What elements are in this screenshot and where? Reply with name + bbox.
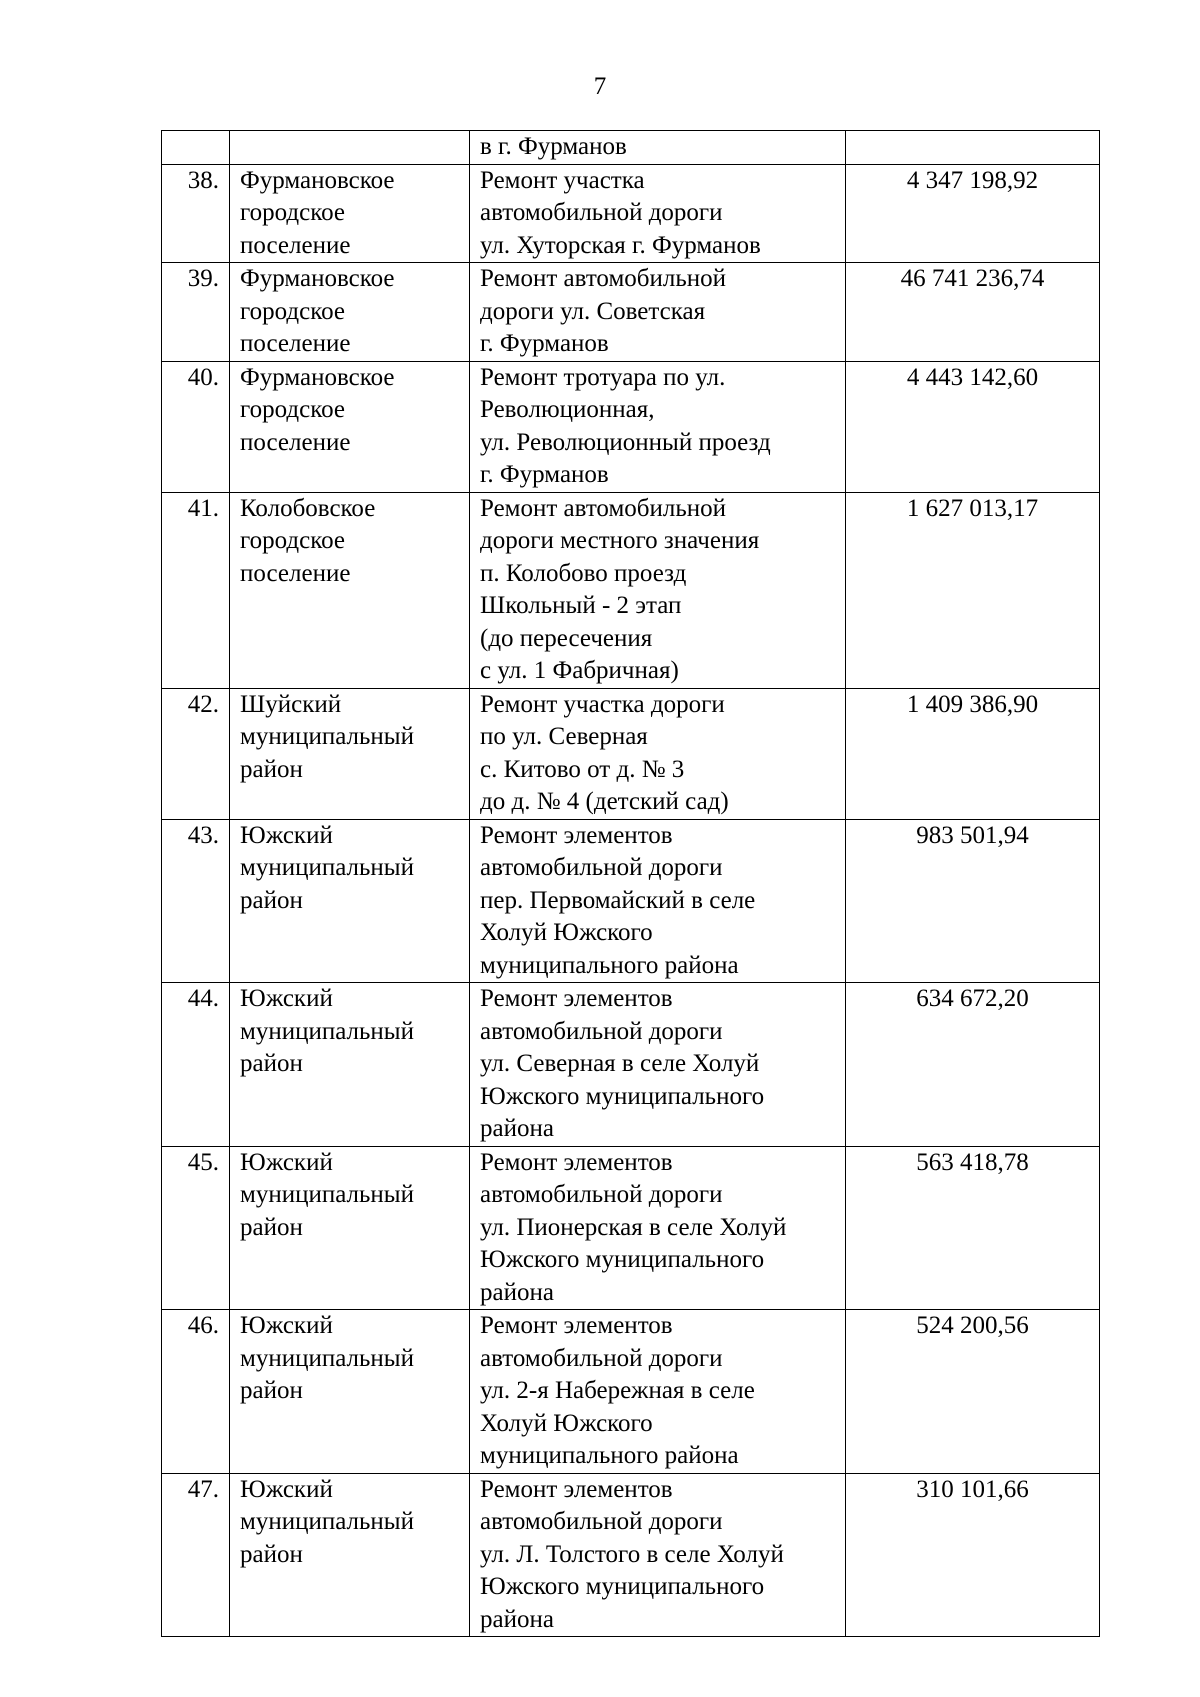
description-line: до д. № 4 (детский сад) xyxy=(480,788,729,815)
description-line: автомобильной дороги xyxy=(480,854,723,881)
table-row xyxy=(162,983,1100,1147)
description-line: ул. 2-я Набережная в селе xyxy=(480,1377,755,1404)
municipality-line: район xyxy=(240,1213,303,1241)
description-cell xyxy=(470,164,846,263)
description-cell xyxy=(470,131,846,165)
description-line: г. Фурманов xyxy=(480,330,609,357)
description-line: муниципального района xyxy=(480,951,739,979)
municipality-line: Южский xyxy=(240,1148,333,1176)
description-line: дороги местного значения xyxy=(480,527,760,554)
description-line: по ул. Северная xyxy=(480,723,648,750)
row-number: 40. xyxy=(162,361,230,492)
description-line: ул. Северная в селе Холуй xyxy=(480,1050,760,1077)
amount-cell: 4 443 142,60 xyxy=(846,361,1100,492)
municipality-line: городское xyxy=(240,199,346,226)
description-line: Холуй Южского xyxy=(480,919,653,946)
table-row xyxy=(162,131,1100,165)
description-line: Холуй Южского xyxy=(480,1409,653,1437)
amount-cell: 1 627 013,17 xyxy=(846,492,1100,688)
description-line: Школьный - 2 этап xyxy=(480,592,682,619)
municipality-line: поселение xyxy=(240,559,351,587)
amount-cell: 1 409 386,90 xyxy=(846,688,1100,819)
row-number xyxy=(162,131,230,165)
municipality-line: Южский xyxy=(240,1312,333,1339)
amount-cell: 634 672,20 xyxy=(846,983,1100,1147)
municipality-line: муниципальный xyxy=(240,854,414,881)
description-cell xyxy=(470,263,846,362)
description-cell xyxy=(470,983,846,1147)
municipality-line: городское xyxy=(240,396,346,423)
amount-cell: 4 347 198,92 xyxy=(846,164,1100,263)
municipality-cell xyxy=(230,131,470,165)
description-line: в г. Фурманов xyxy=(480,133,627,160)
amount-cell: 563 418,78 xyxy=(846,1146,1100,1310)
municipality-cell xyxy=(230,492,470,688)
row-number: 39. xyxy=(162,263,230,362)
description-line: Ремонт элементов xyxy=(480,985,673,1012)
municipality-line: муниципальный xyxy=(240,723,414,750)
description-line: (до пересечения xyxy=(480,624,653,652)
row-number: 47. xyxy=(162,1473,230,1637)
row-number: 45. xyxy=(162,1146,230,1310)
municipality-cell xyxy=(230,688,470,819)
description-line: автомобильной дороги xyxy=(480,1017,723,1045)
row-number: 43. xyxy=(162,819,230,983)
municipality-cell xyxy=(230,819,470,983)
municipality-line: Шуйский xyxy=(240,690,342,718)
municipality-line: городское xyxy=(240,527,346,554)
municipality-cell xyxy=(230,1310,470,1474)
table-row xyxy=(162,1310,1100,1474)
table-row xyxy=(162,1146,1100,1310)
row-number: 42. xyxy=(162,688,230,819)
description-line: Ремонт автомобильной xyxy=(480,265,726,292)
description-line: Ремонт элементов xyxy=(480,821,673,849)
description-line: дороги ул. Советская xyxy=(480,297,706,325)
municipality-cell xyxy=(230,1146,470,1310)
municipality-line: Южский xyxy=(240,821,333,849)
description-line: Ремонт элементов xyxy=(480,1475,673,1503)
municipality-line: муниципальный xyxy=(240,1508,414,1535)
description-cell xyxy=(470,1310,846,1474)
description-cell xyxy=(470,492,846,688)
description-cell xyxy=(470,819,846,983)
works-table xyxy=(161,130,1100,1637)
description-line: автомобильной дороги xyxy=(480,1344,723,1372)
municipality-line: Южский xyxy=(240,985,333,1012)
row-number: 38. xyxy=(162,164,230,263)
description-line: Ремонт участка дороги xyxy=(480,690,725,718)
amount-cell: 310 101,66 xyxy=(846,1473,1100,1637)
amount-cell: 983 501,94 xyxy=(846,819,1100,983)
municipality-line: муниципальный xyxy=(240,1017,414,1045)
municipality-cell xyxy=(230,1473,470,1637)
municipality-line: поселение xyxy=(240,330,351,357)
municipality-line: район xyxy=(240,1377,303,1404)
municipality-line: район xyxy=(240,755,303,783)
description-line: Южского муниципального xyxy=(480,1573,765,1600)
description-line: района xyxy=(480,1605,554,1633)
table-row xyxy=(162,688,1100,819)
description-line: г. Фурманов xyxy=(480,461,609,488)
municipality-line: поселение xyxy=(240,231,351,259)
municipality-line: Фурмановское xyxy=(240,265,395,292)
municipality-cell xyxy=(230,263,470,362)
row-number: 44. xyxy=(162,983,230,1147)
page-number: 7 xyxy=(593,73,607,100)
description-line: с. Китово от д. № 3 xyxy=(480,755,685,783)
table-row xyxy=(162,1473,1100,1637)
amount-cell xyxy=(846,131,1100,165)
description-cell xyxy=(470,1473,846,1637)
description-cell xyxy=(470,1146,846,1310)
table-body xyxy=(162,131,1100,1637)
municipality-line: муниципальный xyxy=(240,1181,414,1208)
municipality-line: Фурмановское xyxy=(240,363,395,391)
municipality-line: район xyxy=(240,1050,303,1077)
description-line: Ремонт тротуара по ул. xyxy=(480,363,726,391)
municipality-line: Колобовское xyxy=(240,494,376,522)
description-line: Южского муниципального xyxy=(480,1082,765,1110)
description-line: пер. Первомайский в селе xyxy=(480,886,756,914)
description-line: Южского муниципального xyxy=(480,1246,765,1273)
municipality-line: район xyxy=(240,886,303,914)
municipality-cell xyxy=(230,983,470,1147)
description-line: района xyxy=(480,1278,554,1306)
description-line: Революционная, xyxy=(480,396,655,423)
amount-cell: 46 741 236,74 xyxy=(846,263,1100,362)
description-line: Ремонт элементов xyxy=(480,1312,673,1339)
description-line: ул. Пионерская в селе Холуй xyxy=(480,1213,787,1241)
description-cell xyxy=(470,688,846,819)
municipality-line: район xyxy=(240,1540,303,1568)
description-line: с ул. 1 Фабричная) xyxy=(480,657,679,684)
description-line: района xyxy=(480,1115,554,1142)
description-cell xyxy=(470,361,846,492)
table-row xyxy=(162,361,1100,492)
description-line: муниципального района xyxy=(480,1442,739,1469)
description-line: ул. Хуторская г. Фурманов xyxy=(480,231,761,259)
description-line: Ремонт автомобильной xyxy=(480,494,726,522)
table-row xyxy=(162,263,1100,362)
description-line: п. Колобово проезд xyxy=(480,559,687,587)
municipality-line: Фурмановское xyxy=(240,166,395,194)
municipality-line: городское xyxy=(240,297,346,325)
table-row xyxy=(162,164,1100,263)
description-line: Ремонт участка xyxy=(480,166,645,194)
description-line: автомобильной дороги xyxy=(480,1508,723,1535)
amount-cell: 524 200,56 xyxy=(846,1310,1100,1474)
description-line: ул. Л. Толстого в селе Холуй xyxy=(480,1540,784,1568)
description-line: автомобильной дороги xyxy=(480,1181,723,1208)
description-line: Ремонт элементов xyxy=(480,1148,673,1176)
municipality-line: муниципальный xyxy=(240,1344,414,1372)
table-row xyxy=(162,492,1100,688)
row-number: 41. xyxy=(162,492,230,688)
table-row xyxy=(162,819,1100,983)
description-line: ул. Революционный проезд xyxy=(480,428,771,456)
municipality-line: поселение xyxy=(240,428,351,456)
municipality-line: Южский xyxy=(240,1475,333,1503)
municipality-cell xyxy=(230,164,470,263)
row-number: 46. xyxy=(162,1310,230,1474)
municipality-cell xyxy=(230,361,470,492)
description-line: автомобильной дороги xyxy=(480,199,723,226)
